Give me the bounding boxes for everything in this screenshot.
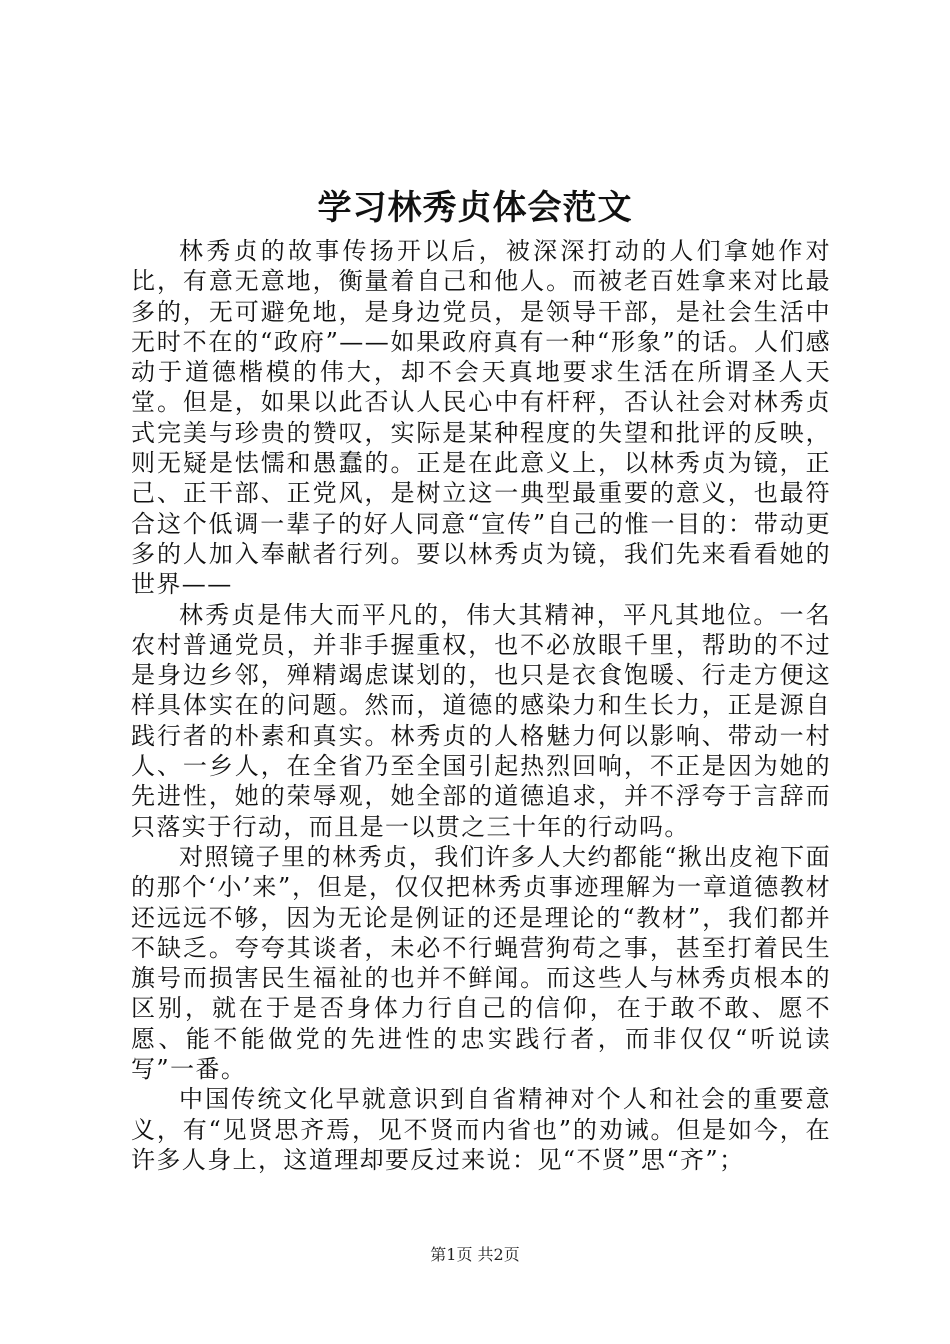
paragraph-4: 中国传统文化早就意识到自省精神对个人和社会的重要意义，有“见贤思齐焉，见不贤而内省也”的劝诫。但是如今，在许多人身上，这道理却要反过来说：见“不贤”思“齐”； bbox=[131, 1085, 831, 1174]
paragraph-3: 对照镜子里的林秀贞，我们许多人大约都能“揪出皮袍下面的那个‘小’来”，但是，仅仅把林秀贞事迹理解为一章道德教材还远远不够，因为无论是例证的还是理论的“教材”，我们都并不缺乏。夸夸其谈者，未必不行蝇营狗苟之事，甚至打着民生旗号而损害民生福祉的也并不鲜闻。而这些人与林秀贞根本的区别，就在于是否身体力行自己的信仰，在于敢不敢、愿不愿、能不能做党的先进性的忠实践行者，而非仅仅“听说读写”一番。 bbox=[131, 842, 831, 1084]
page-number-footer: 第1页 共2页 bbox=[430, 1245, 520, 1264]
page-title: 学习林秀贞体会范文 bbox=[317, 188, 633, 228]
article-body bbox=[131, 236, 831, 1175]
paragraph-2: 林秀贞是伟大而平凡的，伟大其精神，平凡其地位。一名农村普通党员，并非手握重权，也不必放眼千里，帮助的不过是身边乡邻，殚精竭虑谋划的，也只是衣食饱暖、行走方便这样具体实在的问题。然而，道德的感染力和生长力，正是源自践行者的朴素和真实。林秀贞的人格魅力何以影响、带动一村人、一乡人，在全省乃至全国引起热烈回响，不正是因为她的先进性，她的荣辱观，她全部的道德追求，并不浮夸于言辞而只落实于行动，而且是一以贯之三十年的行动吗。 bbox=[131, 600, 831, 841]
paragraph-1: 林秀贞的故事传扬开以后，被深深打动的人们拿她作对比，有意无意地，衡量着自己和他人。而被老百姓拿来对比最多的，无可避免地，是身边党员，是领导干部，是社会生活中无时不在的“政府”——如果政府真有一种“形象”的话。人们感动于道德楷模的伟大，却不会天真地要求生活在所谓圣人天堂。但是，如果以此否认人民心中有杆秤，否认社会对林秀贞式完美与珍贵的赞叹，实际是某种程度的失望和批评的反映，则无疑是怯懦和愚蠢的。正是在此意义上，以林秀贞为镜，正己、正干部、正党风，是树立这一典型最重要的意义，也最符合这个低调一辈子的好人同意“宣传”自己的惟一目的：带动更多的人加入奉献者行列。要以林秀贞为镜，我们先来看看她的世界—— bbox=[131, 237, 831, 599]
